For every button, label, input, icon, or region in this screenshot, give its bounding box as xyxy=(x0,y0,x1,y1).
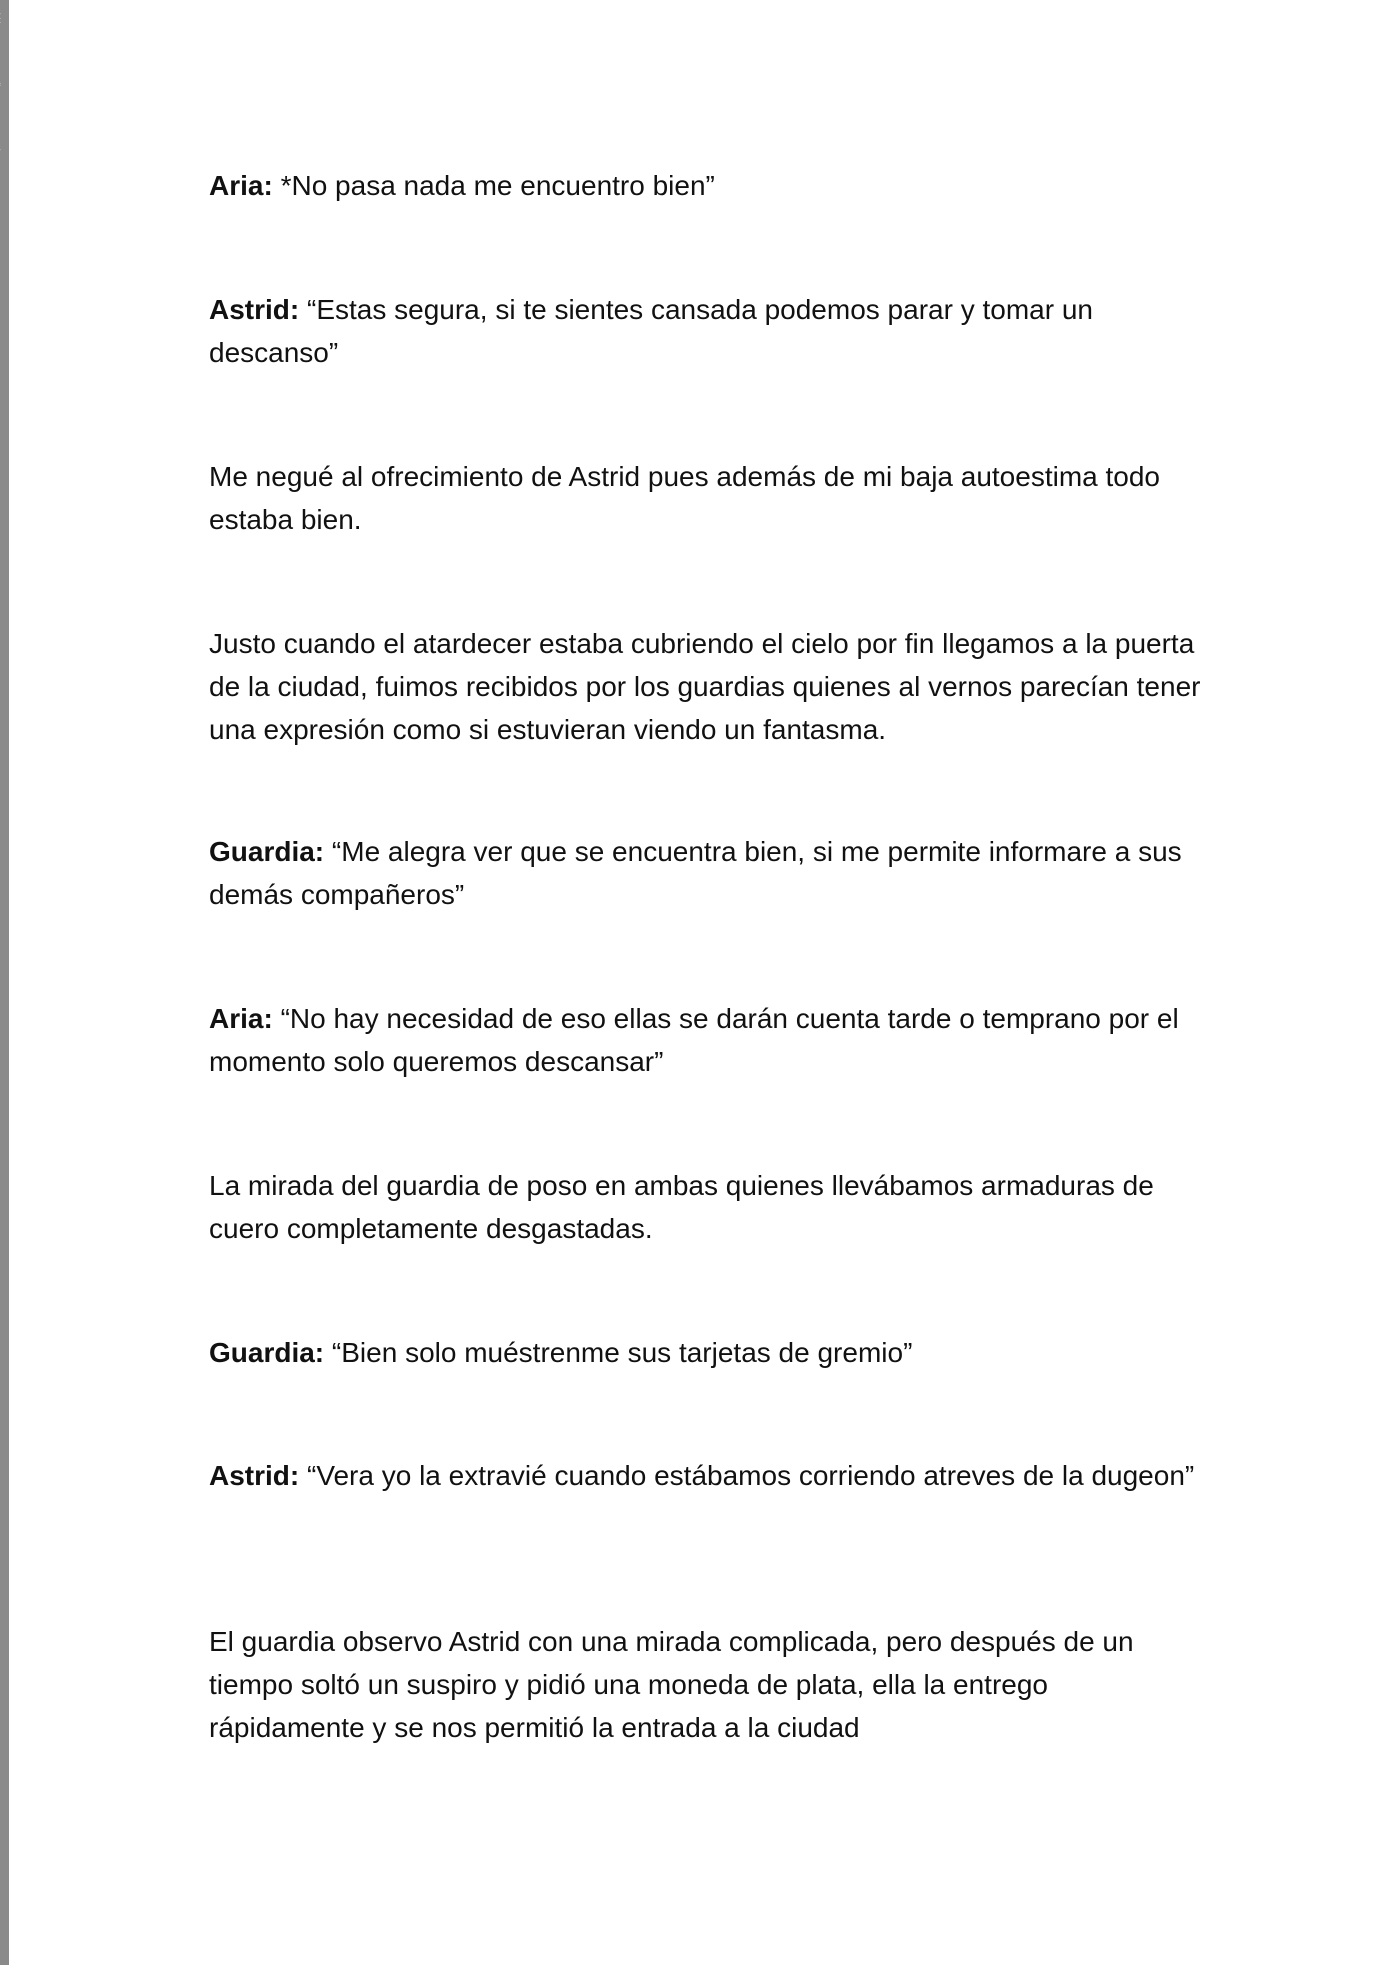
speaker-name: Guardia: xyxy=(209,836,325,867)
paragraph-text: “Me alegra ver que se encuentra bien, si me permite informare a sus demás compañeros” xyxy=(209,836,1182,910)
speaker-name: Astrid: xyxy=(209,294,300,325)
speaker-name: Astrid: xyxy=(209,1460,300,1491)
paragraph-text: *No pasa nada me encuentro bien” xyxy=(272,170,715,201)
paragraph-text: Me negué al ofrecimiento de Astrid pues además de mi baja autoestima todo estaba bien. xyxy=(209,461,1161,535)
paragraph-text: “Bien solo muéstrenme sus tarjetas de gremio” xyxy=(324,1337,913,1368)
paragraph-dialogue xyxy=(209,1454,1209,1497)
paragraph-narration xyxy=(209,1164,1209,1250)
speaker-name: Aria: xyxy=(209,1003,273,1034)
paragraph-text: “Estas segura, si te sientes cansada podemos parar y tomar un descanso” xyxy=(209,294,1093,368)
paragraph-text: El guardia observo Astrid con una mirada complicada, pero después de un tiempo soltó un suspiro y pidió una moneda de plata, ella la entrego rápidamente y se nos permitió la entrada a la ciudad xyxy=(209,1626,1134,1743)
paragraph-narration xyxy=(209,622,1209,751)
paragraph-text: “Vera yo la extravié cuando estábamos corriendo atreves de la dugeon” xyxy=(299,1460,1195,1491)
paragraph-dialogue xyxy=(209,1331,1209,1374)
watermark xyxy=(0,0,9,210)
speaker-name: Guardia: xyxy=(209,1337,325,1368)
speaker-name: Aria: xyxy=(209,170,273,201)
left-margin-bar xyxy=(0,0,9,1965)
watermark-text xyxy=(0,4,1,168)
paragraph-dialogue xyxy=(209,164,1209,207)
paragraph-text: “No hay necesidad de eso ellas se darán cuenta tarde o temprano por el momento solo queremos descansar” xyxy=(209,1003,1179,1077)
paragraph-dialogue xyxy=(209,830,1209,916)
paragraph-dialogue xyxy=(209,288,1209,374)
paragraph-dialogue xyxy=(209,997,1209,1083)
paragraph-text: Justo cuando el atardecer estaba cubriendo el cielo por fin llegamos a la puerta de la ciudad, fuimos recibidos por los guardias quienes al vernos parecían tener una expresión como si estuvieran viendo un fantasma. xyxy=(209,628,1201,745)
paragraph-narration xyxy=(209,1620,1209,1749)
paragraph-narration xyxy=(209,455,1209,541)
paragraph-text: La mirada del guardia de poso en ambas quienes llevábamos armaduras de cuero completamente desgastadas. xyxy=(209,1170,1154,1244)
